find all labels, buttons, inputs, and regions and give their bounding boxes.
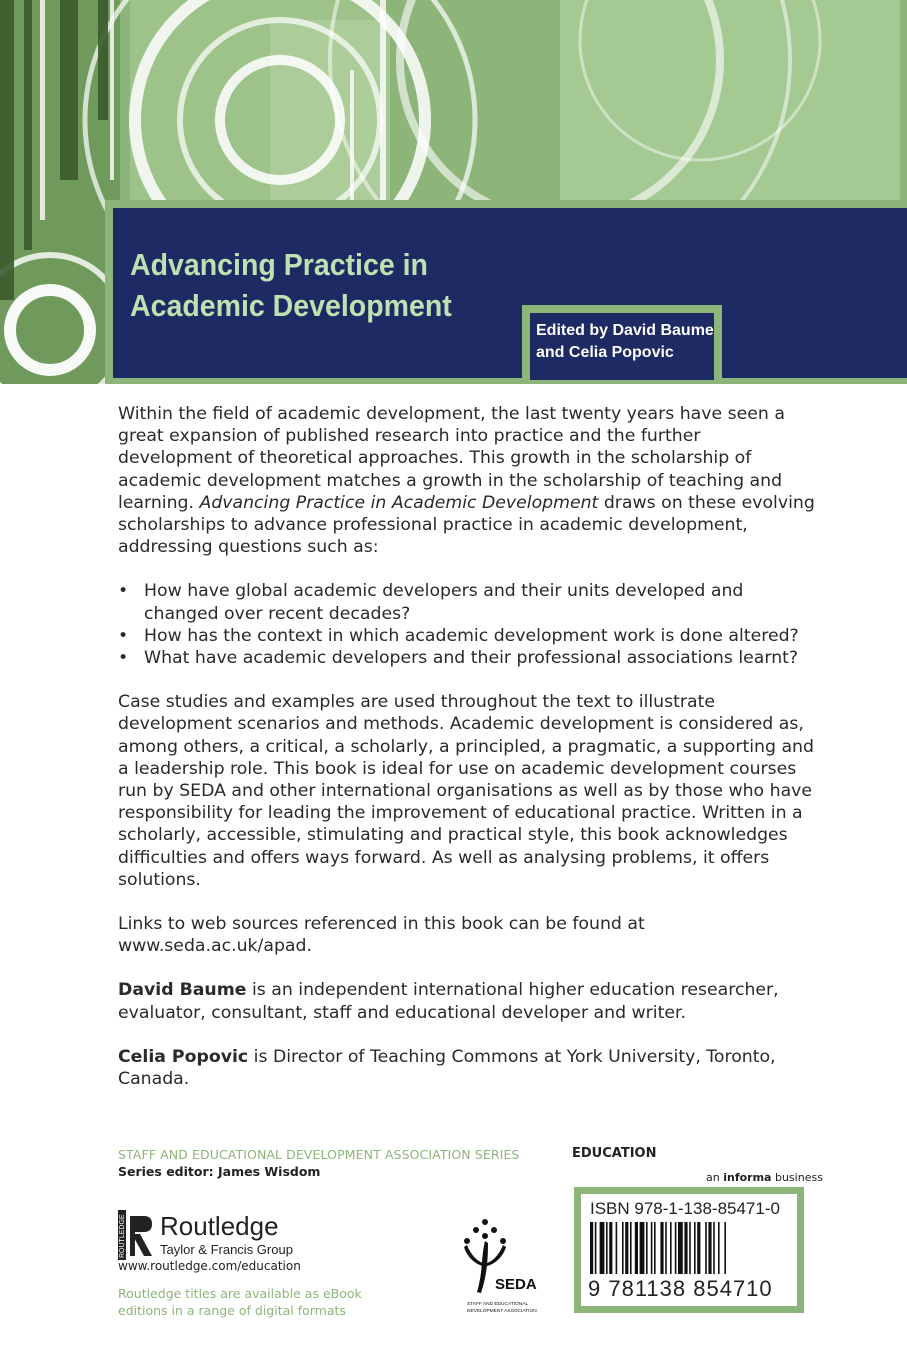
list-item bbox=[118, 580, 818, 624]
author-name: David Baume bbox=[118, 980, 247, 1001]
series-name: STAFF AND EDUCATIONAL DEVELOPMENT ASSOCIATION SERIES bbox=[118, 1147, 520, 1162]
barcode-icon bbox=[590, 1222, 790, 1274]
publisher-name: Routledge bbox=[160, 1211, 279, 1241]
intro-text: Within the field of academic development, the last twenty years have seen a great expansion of published research into practice and the further development of theoretical approaches. This growth in the scholarship of academic development matches a growth in the scholarship of teaching and learning. bbox=[118, 404, 785, 513]
author-bio-text: is Director of Teaching Commons at York University, Toronto, Canada. bbox=[118, 1046, 776, 1090]
barcode-number: 9 781138 854710 bbox=[588, 1276, 773, 1301]
ebook-line1: Routledge titles are available as eBook bbox=[118, 1286, 362, 1301]
seda-logo bbox=[455, 1217, 560, 1317]
author-bio-popovic bbox=[118, 1046, 818, 1090]
seda-subtitle-2: DEVELOPMENT ASSOCIATION bbox=[467, 1309, 537, 1314]
author-bio-text: is an independent international higher education researcher, evaluator, consultant, staff and educational developer and writer. bbox=[118, 980, 779, 1023]
series-info bbox=[118, 1146, 519, 1180]
publisher-url[interactable]: www.routledge.com/education bbox=[118, 1259, 301, 1273]
book-title-line2: Academic Development bbox=[130, 288, 452, 323]
informa-suffix: business bbox=[771, 1171, 823, 1184]
editors-credit bbox=[536, 320, 714, 364]
informa-business-tagline bbox=[706, 1171, 823, 1184]
isbn-label: ISBN 978-1-138-85471-0 bbox=[590, 1199, 780, 1218]
list-item-text: How have global academic developers and their units developed and changed over recent decades? bbox=[144, 581, 744, 624]
list-item-text: What have academic developers and their professional associations learnt? bbox=[144, 648, 799, 669]
routledge-logo-text: ROUTLEDGE bbox=[119, 1214, 126, 1258]
author-name: Celia Popovic bbox=[118, 1046, 249, 1067]
informa-brand: informa bbox=[723, 1171, 772, 1184]
author-bio-baume bbox=[118, 979, 818, 1023]
bullet-icon: • bbox=[118, 625, 129, 646]
seda-subtitle-1: STAFF AND EDUCATIONAL bbox=[467, 1302, 529, 1307]
seda-wordmark: SEDA bbox=[495, 1276, 537, 1293]
publisher-group: Taylor & Francis Group bbox=[160, 1242, 293, 1257]
ebook-line2: editions in a range of digital formats bbox=[118, 1303, 346, 1318]
intro-text-end: draws on these evolving scholarships to advance professional practice in academic development, addressing questions such as: bbox=[118, 492, 815, 558]
subject-category: EDUCATION bbox=[572, 1146, 657, 1161]
series-editor: Series editor: James Wisdom bbox=[118, 1164, 321, 1179]
editors-line1: Edited by David Baume bbox=[536, 322, 714, 339]
book-title-inline: Advancing Practice in Academic Development bbox=[199, 492, 599, 513]
book-title bbox=[130, 244, 452, 326]
routledge-logo-icon bbox=[118, 1210, 154, 1260]
book-title-line1: Advancing Practice in bbox=[130, 247, 428, 282]
list-item-text: How has the context in which academic development work is done altered? bbox=[144, 625, 799, 646]
list-item bbox=[118, 647, 818, 669]
ebook-note bbox=[118, 1285, 362, 1319]
question-list bbox=[118, 580, 818, 669]
editors-line2: and Celia Popovic bbox=[536, 344, 674, 361]
back-cover-blurb bbox=[118, 403, 818, 1112]
bullet-icon: • bbox=[118, 581, 129, 602]
bullet-icon: • bbox=[118, 648, 129, 669]
description-paragraph: Case studies and examples are used throughout the text to illustrate development scenarios and methods. Academic development is considered as, among others, a critical, a scholarly, a principled, a pragmatic, a supporting and a leadership role. This book is ideal for use on academic development courses run by SEDA and other international organisations as well as by those who have responsibility for leading the improvement of educational practice. Written in a scholarly, accessible, stimulating and practical style, this book acknowledges difficulties and offers ways forward. As well as analysing problems, it offers solutions. bbox=[118, 692, 814, 890]
intro-paragraph bbox=[118, 403, 818, 558]
links-paragraph: Links to web sources referenced in this book can be found at www.seda.ac.uk/apad. bbox=[118, 914, 645, 957]
informa-prefix: an bbox=[706, 1171, 724, 1184]
list-item bbox=[118, 625, 818, 647]
